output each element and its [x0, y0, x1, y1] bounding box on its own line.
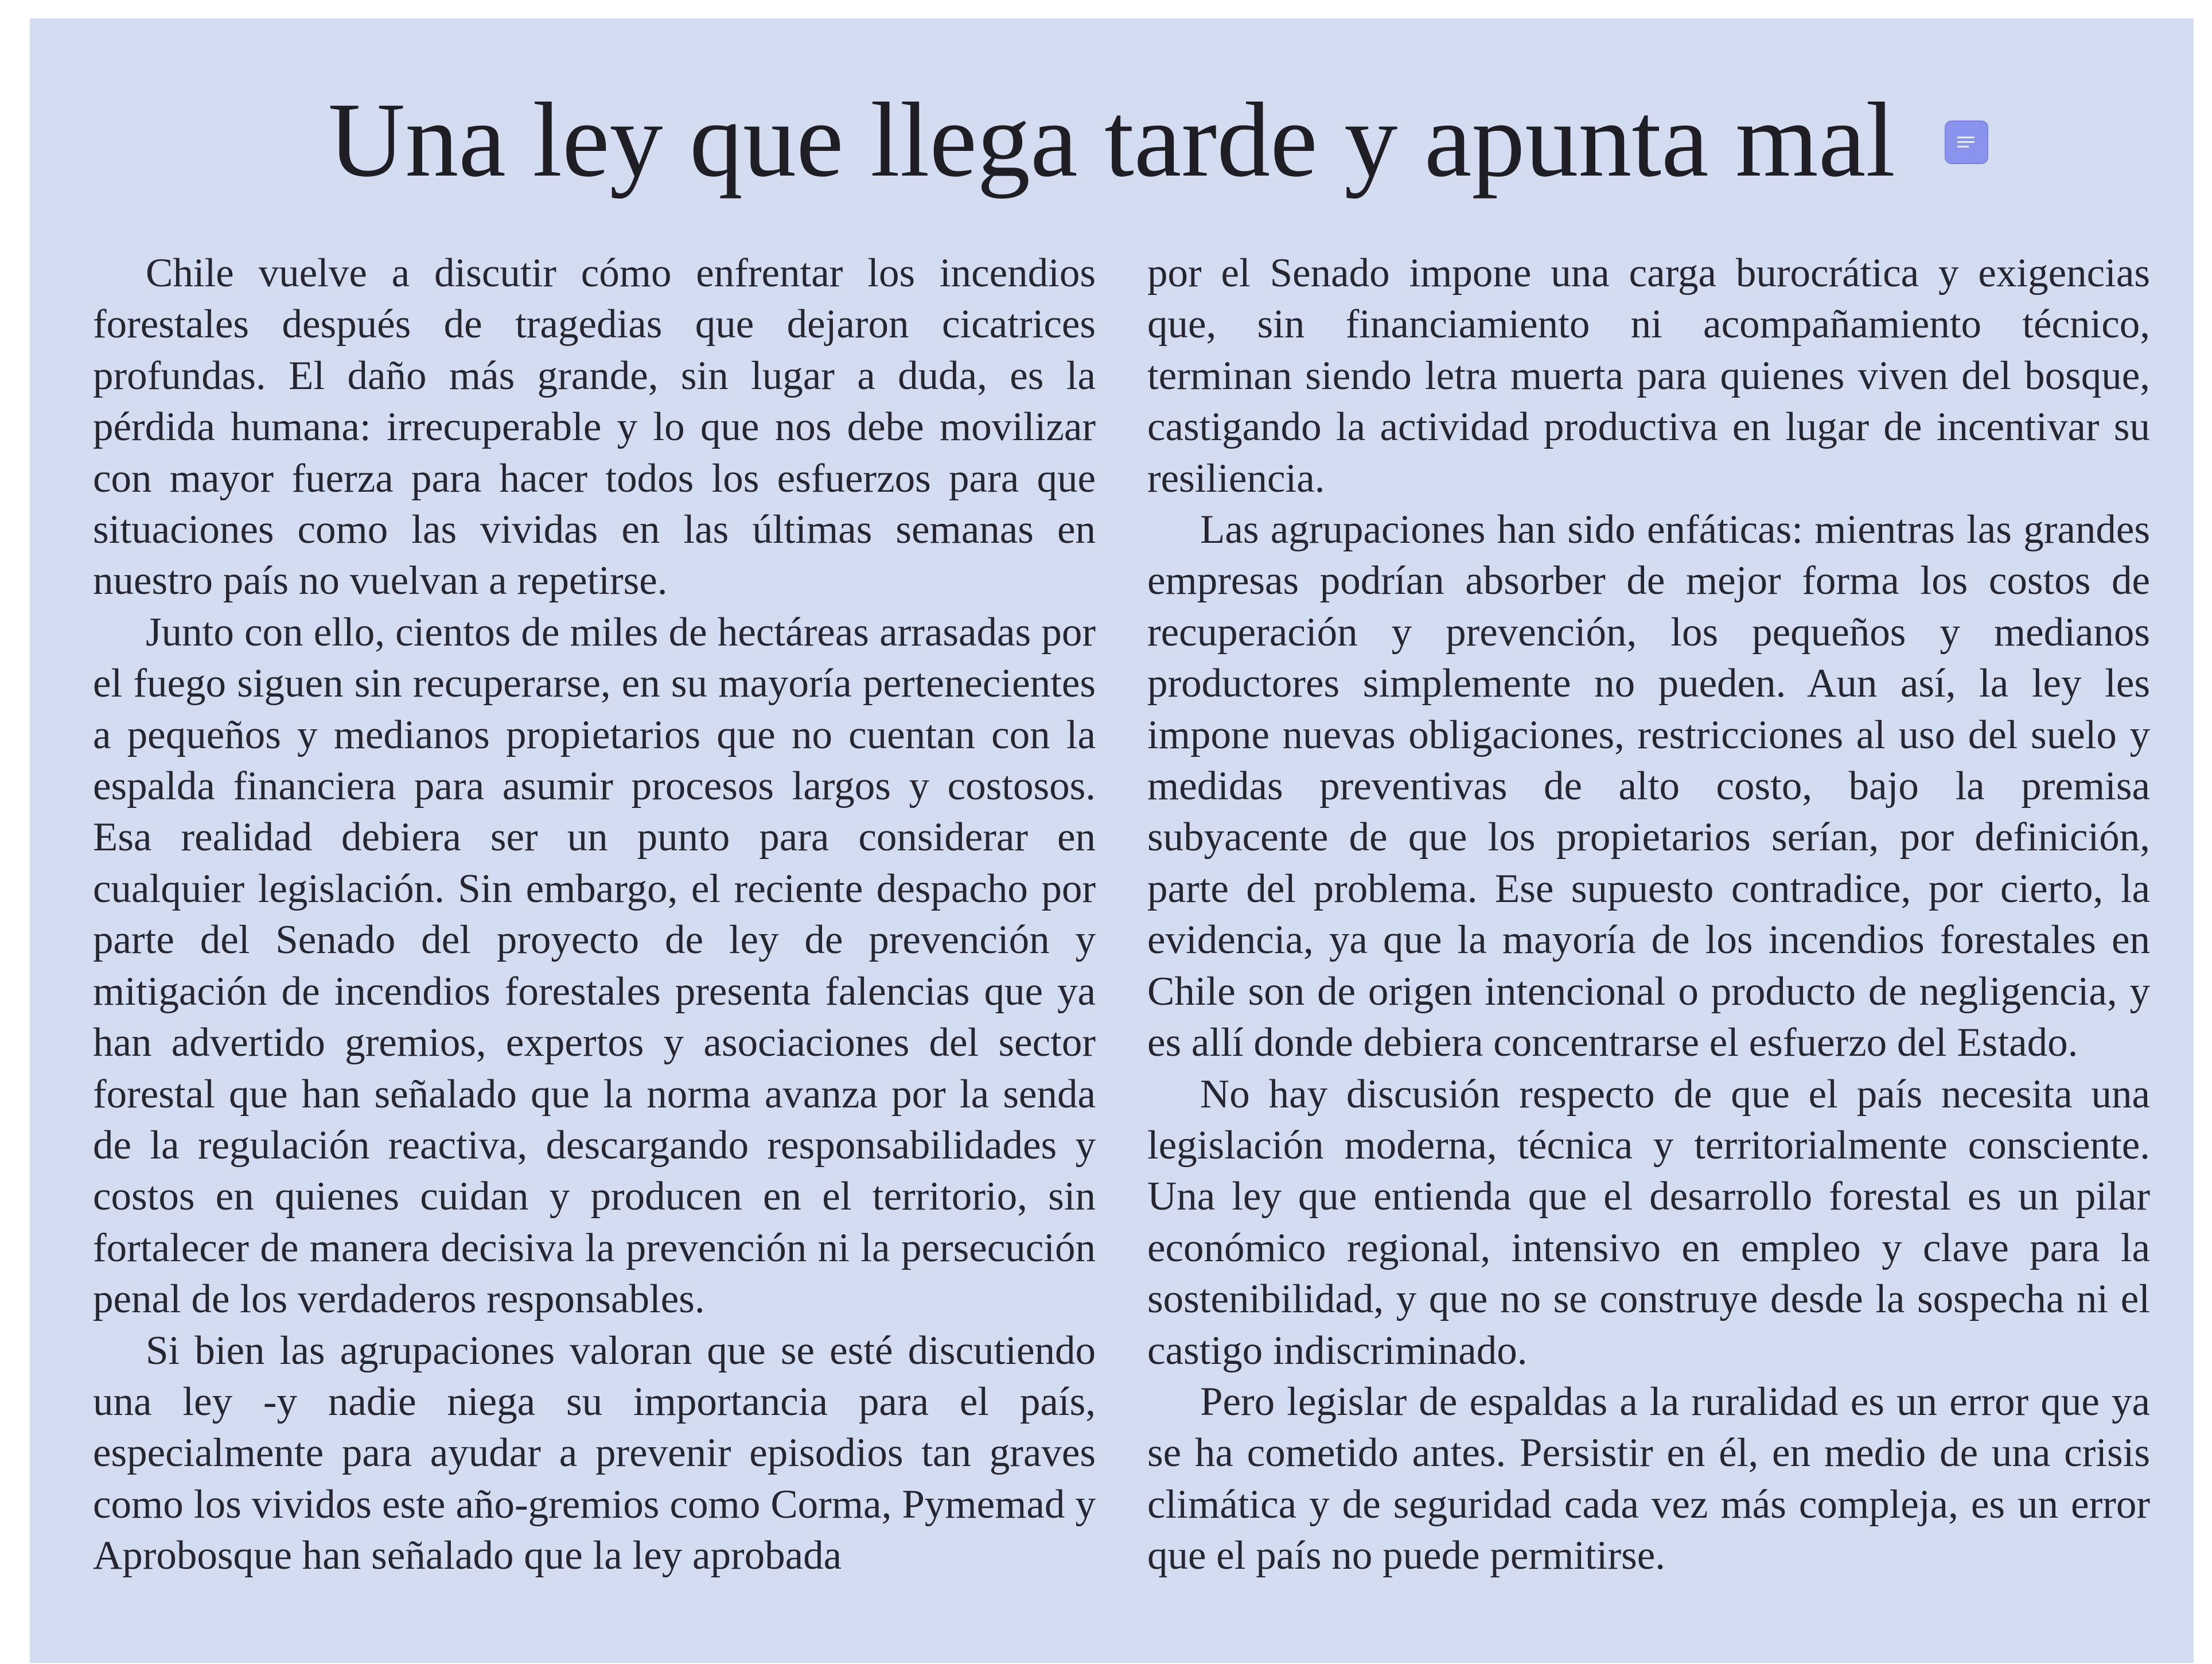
paragraph: No hay discusión respecto de que el país necesita una legislación moderna, técnica y territorialmente consciente. Una ley que entienda que el desarrollo forestal es un pilar económico regional, intensivo en empleo y clave para la sostenibilidad, y que no se construye desde la sospecha ni el castigo indiscriminado. [1147, 1071, 2150, 1373]
paragraph: Las agrupaciones han sido enfáticas: mientras las grandes empresas podrían absorber de mejor forma los costos de recuperación y prevención, los pequeños y medianos productores simplemente no pueden. Aun así, la ley les impone nuevas obligaciones, restricciones al uso del suelo y medidas preventivas de alto costo, bajo la premisa subyacente de que los propietarios serían, por definición, parte del problema. Ese supuesto contradice, por cierto, la evidencia, ya que la mayoría de los incendios forestales en Chile son de origen intencional o producto de negligencia, y es allí donde debiera concentrarse el esfuerzo del Estado. [1147, 507, 2150, 1066]
article-title: Una ley que llega tarde y apunta mal [328, 81, 1896, 199]
paragraph: Chile vuelve a discutir cómo enfrentar los incendios forestales después de tragedias que dejaron cicatrices profundas. El daño más grande, sin lugar a duda, es la pérdida humana: irrecuperable y lo que nos debe movilizar con mayor fuerza para hacer todos los esfuerzos para que situaciones como las vividas en las últimas semanas en nuestro país no vuelvan a repetirse. [93, 251, 1096, 604]
paragraph: Junto con ello, cientos de miles de hectáreas arrasadas por el fuego siguen sin recuperarse, en su mayoría pertenecientes a pequeños y medianos propietarios que no cuentan con la espalda financiera para asumir procesos largos y costosos. Esa realidad debiera ser un punto para considerar en cualquier legislación. Sin embargo, el reciente despacho por parte del Senado del proyecto de ley de prevención y mitigación de incendios forestales presenta falencias que ya han advertido gremios, expertos y asociaciones del sector forestal que han señalado que la norma avanza por la senda de la regulación reactiva, descargando responsabilidades y costos en quienes cuidan y producen en el territorio, sin fortalecer de manera decisiva la prevención ni la persecución penal de los verdaderos responsables. [93, 609, 1096, 1322]
note-button[interactable] [1945, 120, 1988, 164]
paragraph: Pero legislar de espaldas a la ruralidad es un error que ya se ha cometido antes. Persistir en él, en medio de una crisis climática y de seguridad cada vez más compleja, es un error que el país no puede permitirse. [1147, 1379, 2150, 1579]
article-column-right [1147, 248, 2150, 1582]
note-lines-icon [1955, 134, 1978, 151]
article-column-left [93, 248, 1096, 1582]
paragraph: por el Senado impone una carga burocrática y exigencias que, sin financiamiento ni acompañamiento técnico, terminan siendo letra muerta para quienes viven del bosque, castigando la actividad productiva en lugar de incentivar su resiliencia. [1147, 251, 2150, 501]
paragraph: Si bien las agrupaciones valoran que se esté discutiendo una ley -y nadie niega su importancia para el país, especialmente para ayudar a prevenir episodios tan graves como los vividos este año-gremios como Corma, Pymemad y Aprobosque han señalado que la ley aprobada [93, 1328, 1096, 1579]
article-panel [30, 18, 2194, 1663]
